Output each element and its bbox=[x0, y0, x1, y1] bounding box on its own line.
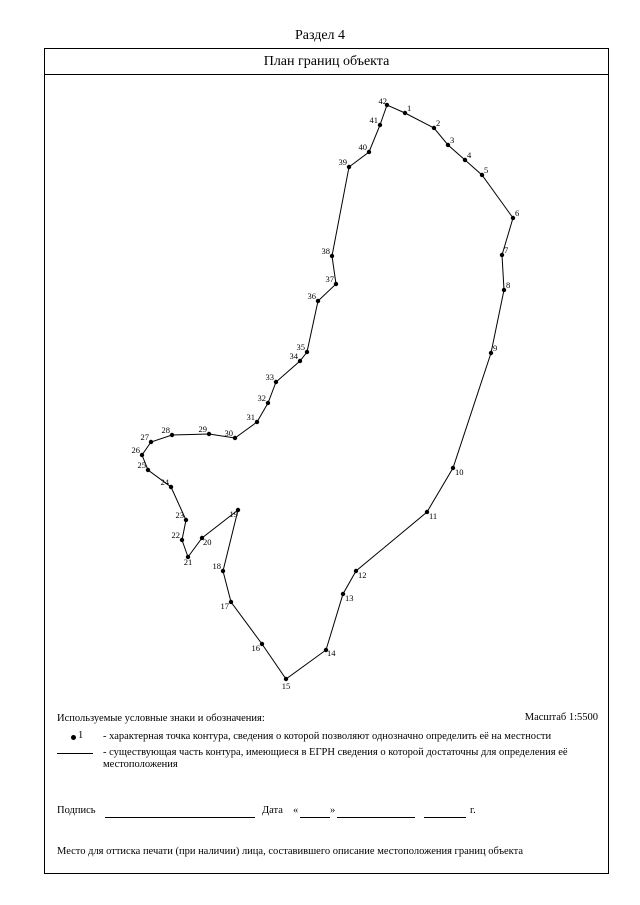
legend-point-text: - характерная точка контура, сведения о которой позволяют однозначно определить её на местности bbox=[103, 731, 552, 742]
point-label-21: 21 bbox=[183, 557, 193, 567]
point-label-14: 14 bbox=[327, 648, 336, 658]
legend-line-row bbox=[57, 747, 583, 771]
point-label-36: 36 bbox=[307, 291, 316, 301]
point-label-37: 37 bbox=[325, 274, 334, 284]
stamp-place-text: Место для оттиска печати (при наличии) лица, составившего описание местоположения границ объекта bbox=[57, 846, 524, 857]
point-label-13: 13 bbox=[345, 593, 354, 603]
point-label-2: 2 bbox=[436, 118, 441, 128]
point-label-27: 27 bbox=[140, 432, 149, 442]
signature-label: Подпись bbox=[57, 805, 96, 816]
point-label-35: 35 bbox=[296, 342, 305, 352]
year-suffix: г. bbox=[470, 805, 476, 816]
point-label-24: 24 bbox=[160, 477, 169, 487]
signature-field[interactable] bbox=[105, 817, 255, 818]
point-label-3: 3 bbox=[450, 135, 455, 145]
legend-point-row bbox=[57, 731, 583, 743]
legend-point-number: 1 bbox=[78, 730, 84, 741]
legend-line-symbol bbox=[57, 747, 103, 771]
point-label-29: 29 bbox=[198, 424, 207, 434]
scale-label: Масштаб 1:5500 bbox=[524, 712, 598, 723]
date-label: Дата bbox=[262, 805, 283, 816]
plan-frame bbox=[44, 48, 609, 874]
point-label-5: 5 bbox=[484, 165, 489, 175]
point-label-39: 39 bbox=[338, 157, 347, 167]
date-open-quote: « bbox=[293, 805, 299, 816]
point-label-4: 4 bbox=[467, 150, 472, 160]
point-label-32: 32 bbox=[257, 393, 266, 403]
point-label-22: 22 bbox=[171, 530, 180, 540]
point-label-1: 1 bbox=[407, 103, 412, 113]
legend-point-symbol bbox=[57, 731, 103, 743]
date-year-field[interactable] bbox=[424, 817, 466, 818]
section-title: Раздел 4 bbox=[294, 28, 346, 43]
date-day-field[interactable] bbox=[300, 817, 330, 818]
point-label-31: 31 bbox=[246, 412, 255, 422]
point-label-18: 18 bbox=[212, 561, 221, 571]
point-label-30: 30 bbox=[224, 428, 233, 438]
point-label-23: 23 bbox=[175, 510, 184, 520]
point-label-25: 25 bbox=[137, 460, 146, 470]
point-label-26: 26 bbox=[131, 445, 140, 455]
point-marker-icon bbox=[71, 735, 76, 740]
point-label-20: 20 bbox=[203, 537, 212, 547]
point-label-38: 38 bbox=[321, 246, 330, 256]
point-label-7: 7 bbox=[504, 245, 509, 255]
legend-title: Используемые условные знаки и обозначения: bbox=[57, 713, 265, 724]
plan-title: План границ объекта bbox=[45, 49, 608, 75]
point-label-42: 42 bbox=[378, 96, 387, 106]
point-label-6: 6 bbox=[515, 208, 520, 218]
point-label-12: 12 bbox=[358, 570, 367, 580]
point-label-8: 8 bbox=[506, 280, 511, 290]
date-close-quote: » bbox=[330, 805, 336, 816]
point-label-34: 34 bbox=[289, 351, 298, 361]
point-label-10: 10 bbox=[455, 467, 464, 477]
point-label-9: 9 bbox=[493, 343, 498, 353]
date-month-field[interactable] bbox=[337, 817, 415, 818]
point-label-15: 15 bbox=[281, 681, 291, 691]
point-label-19: 19 bbox=[229, 509, 238, 519]
point-label-16: 16 bbox=[251, 643, 260, 653]
point-label-11: 11 bbox=[429, 511, 438, 521]
point-label-17: 17 bbox=[220, 601, 229, 611]
line-segment-icon bbox=[57, 753, 93, 754]
point-label-41: 41 bbox=[369, 115, 378, 125]
point-label-33: 33 bbox=[265, 372, 274, 382]
legend-line-text: - существующая часть контура, имеющиеся в ЕГРН сведения о которой достаточны для определения её местоположения bbox=[103, 747, 568, 770]
point-label-28: 28 bbox=[161, 425, 170, 435]
point-label-40: 40 bbox=[358, 142, 367, 152]
